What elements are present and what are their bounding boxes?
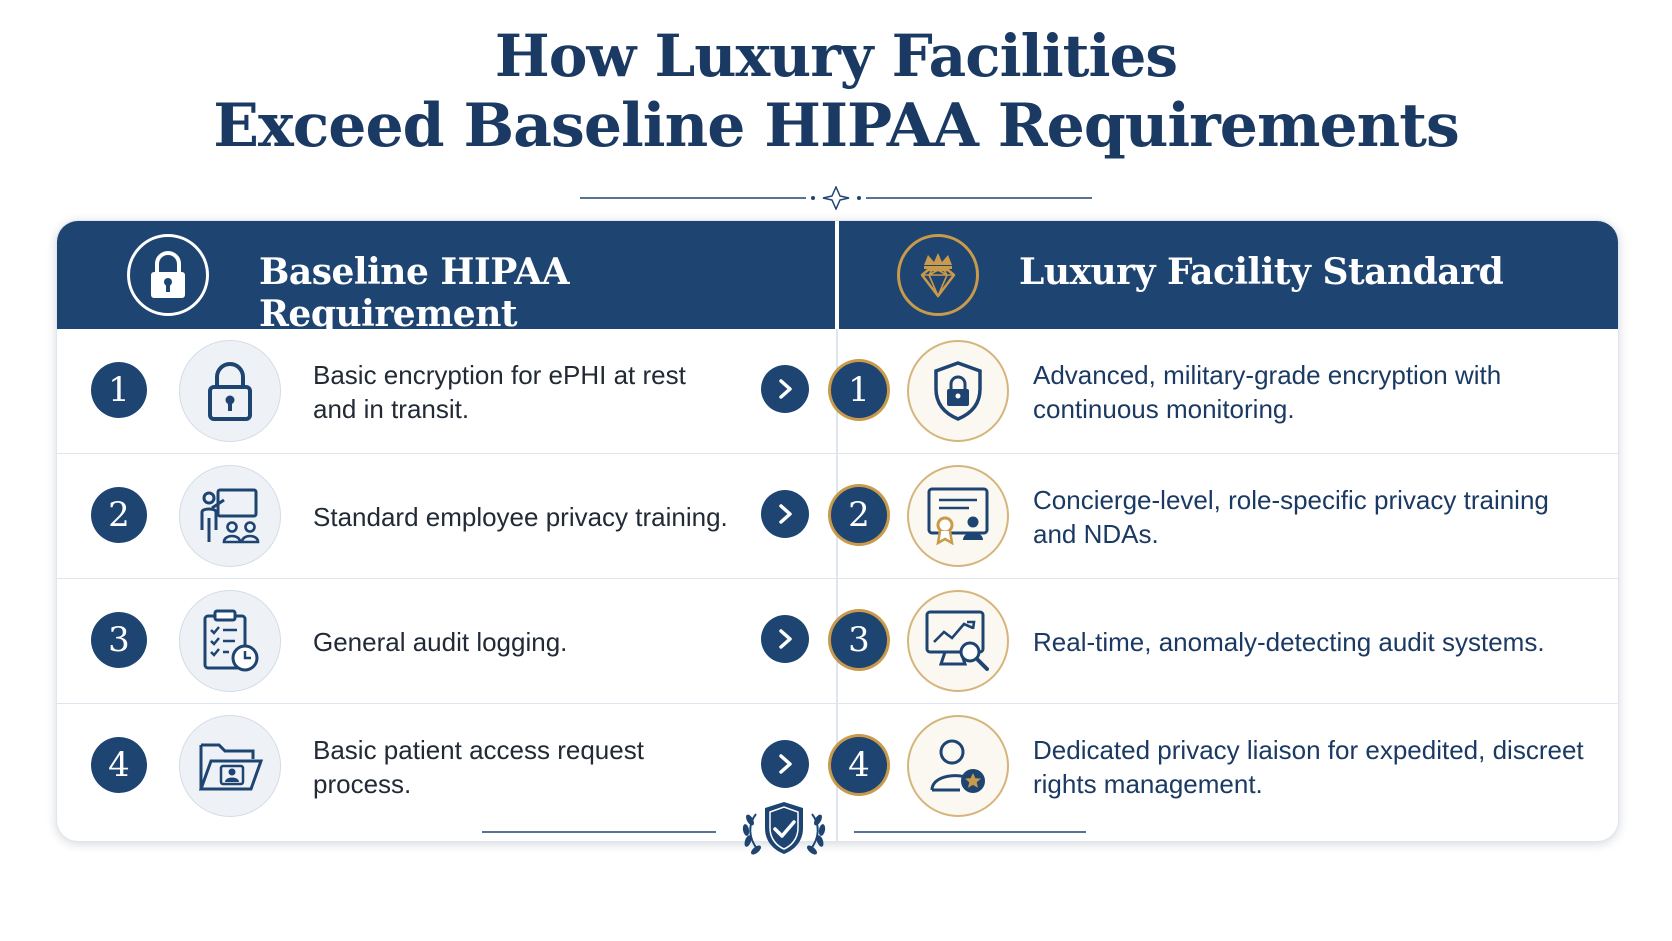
- comparison-table: [56, 220, 1619, 842]
- baseline-text: Basic patient access request process.: [313, 734, 644, 799]
- row-number-luxury: 3: [831, 612, 887, 668]
- luxury-text: Advanced, military-grade encryption with continuous monitoring.: [1033, 359, 1502, 424]
- row-number-luxury: 1: [831, 362, 887, 418]
- shield-check-laurel-icon: [482, 796, 1190, 866]
- luxury-text: Real-time, anomaly-detecting audit systems.: [1033, 626, 1545, 657]
- baseline-column-title: Baseline HIPAA Requirement: [259, 251, 570, 335]
- row-number-luxury: 2: [831, 487, 887, 543]
- table-header: [57, 221, 1618, 335]
- clipboard-checklist-clock-icon: [179, 590, 281, 692]
- certificate-user-icon: [907, 465, 1009, 567]
- title-line-1: How Luxury Facilities: [494, 22, 1178, 90]
- baseline-text: Basic encryption for ePHI at rest and in transit.: [313, 359, 686, 424]
- table-row: [57, 454, 1618, 579]
- crown-diamond-icon: [897, 234, 979, 316]
- row-number-baseline: 2: [91, 487, 147, 543]
- baseline-text: Standard employee privacy training.: [313, 501, 728, 532]
- luxury-text: Dedicated privacy liaison for expedited, discreet rights management.: [1033, 734, 1584, 799]
- row-number-baseline: 4: [91, 737, 147, 793]
- table-body: [57, 329, 1618, 842]
- padlock-icon: [179, 340, 281, 442]
- chevron-right-icon: [761, 490, 809, 538]
- row-number-baseline: 3: [91, 612, 147, 668]
- baseline-column-header: [57, 221, 835, 335]
- folder-user-icon: [179, 715, 281, 817]
- chevron-right-icon: [761, 740, 809, 788]
- chevron-right-icon: [761, 615, 809, 663]
- monitor-chart-magnifier-icon: [907, 590, 1009, 692]
- title-line-2: Exceed Baseline HIPAA Requirements: [213, 91, 1459, 161]
- table-row: [57, 579, 1618, 704]
- presentation-training-icon: [179, 465, 281, 567]
- table-row: [57, 329, 1618, 454]
- chevron-right-icon: [761, 365, 809, 413]
- page-title: [0, 22, 1672, 162]
- luxury-text: Concierge-level, role-specific privacy training and NDAs.: [1033, 484, 1549, 549]
- baseline-text: General audit logging.: [313, 626, 568, 657]
- row-number-luxury: 4: [831, 737, 887, 793]
- row-number-baseline: 1: [91, 362, 147, 418]
- luxury-column-title: Luxury Facility Standard: [1019, 251, 1504, 293]
- shield-lock-icon: [907, 340, 1009, 442]
- padlock-icon: [127, 234, 209, 316]
- title-ornament-divider: [580, 186, 1092, 210]
- luxury-column-header: [839, 221, 1619, 329]
